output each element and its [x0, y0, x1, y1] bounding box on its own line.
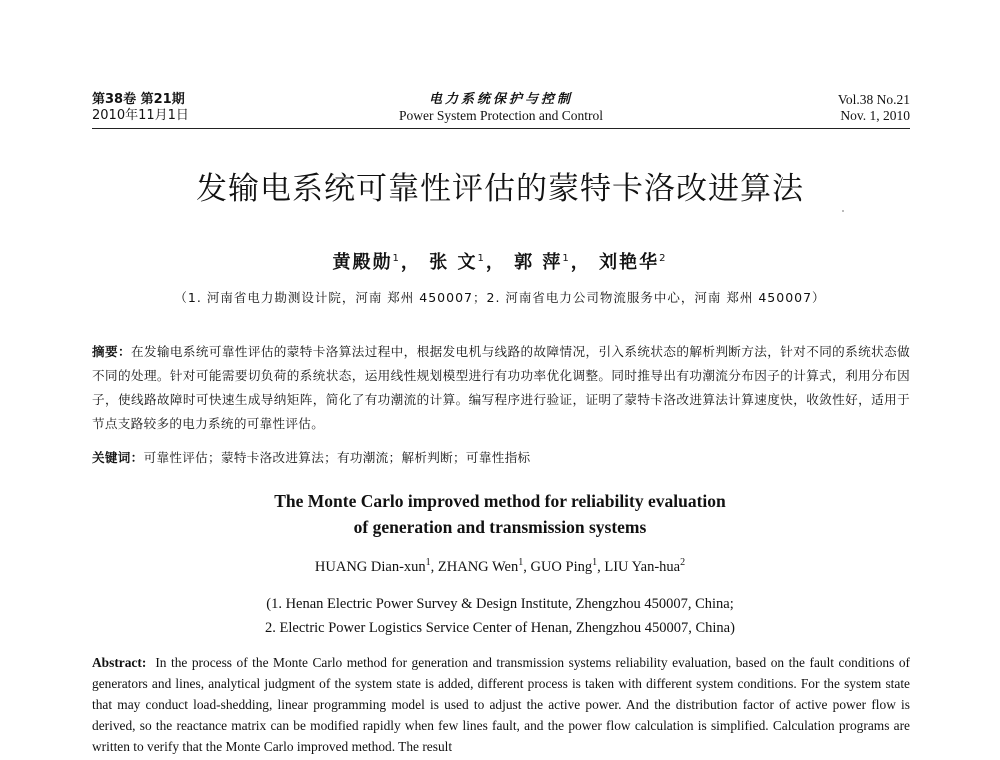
affiliation-en — [0, 592, 1000, 640]
abstract-en — [92, 652, 910, 757]
keywords-cn — [92, 448, 910, 468]
title-cn: 发输电系统可靠性评估的蒙特卡洛改进算法 — [196, 171, 804, 207]
authors-cn: 黄殿勋$^1$， 张 文$^1$， 郭 萍$^1$， 刘艳华$^2$ — [332, 252, 668, 273]
abstract-cn-label: 摘要： — [92, 344, 131, 359]
authors-en: HUANG Dian-xun$^1$, ZHANG Wen$^1$, GUO Ping$^1$, LIU Yan-hua$^2$ — [314, 557, 686, 575]
title-en — [0, 488, 1000, 540]
author-cn: 张 文 — [429, 252, 478, 273]
author-sup: 1 — [425, 557, 431, 568]
date-cn: 2010年11月1日 — [92, 108, 189, 123]
volume-issue-cn: 第38卷 第21期 — [92, 92, 185, 107]
author-en: GUO Ping — [530, 558, 593, 575]
volume-issue-en: Vol.38 No.21 — [837, 92, 910, 107]
author-sup: 1 — [518, 557, 524, 568]
abstract-cn-text: 在发输电系统可靠性评估的蒙特卡洛算法过程中，根据发电机与线路的故障情况，引入系统状态的解析判断方法，针对不同的系统状态做不同的处理。针对可能需要切负荷的系统状态，运用线性规划模型进行有功功率优化调整。同时推导出有功潮流分布因子的计算式，利用分布因子，使线路故障时可快速生成导纳矩阵，简化了有功潮流的计算。编写程序进行验证，证明了蒙特卡洛改进算法计算速度快，收敛性好，适用于节点支路较多的电力系统的可靠性评估。 — [92, 344, 911, 431]
affiliation-cn: （1. 河南省电力勘测设计院，河南 郑州 450007；2. 河南省电力公司物流服务中心，河南 郑州 450007） — [174, 290, 826, 305]
affiliation-en-line2: 2. Electric Power Logistics Service Center of Henan, Zhengzhou 450007, China) — [265, 620, 735, 636]
author-sup: 2 — [680, 557, 686, 568]
journal-name-cn: 电力系统保护与控制 — [428, 92, 573, 107]
abstract-en-label: Abstract: — [92, 655, 147, 670]
title-en-line2: of generation and transmission systems — [353, 517, 647, 537]
author-sup: 1 — [392, 253, 401, 264]
author-sup: 1 — [562, 253, 571, 264]
author-sup: 2 — [659, 253, 668, 264]
author-cn: 郭 萍 — [514, 252, 563, 273]
author-en: LIU Yan-hua — [604, 558, 681, 575]
keywords-cn-text: 可靠性评估；蒙特卡洛改进算法；有功潮流；解析判断；可靠性指标 — [143, 450, 531, 465]
date-en: Nov. 1, 2010 — [840, 108, 910, 123]
journal-name-en: Power System Protection and Control — [399, 108, 603, 123]
scan-speck — [842, 210, 844, 212]
abstract-cn — [92, 340, 910, 436]
abstract-en-text: In the process of the Monte Carlo method for generation and transmission systems reliability evaluation, based on the fault conditions of generators and lines, analytical judgment of the system state is added, different process is taken with different system conditions. For the system state that may conduct load-shedding, linear programming model is used to adjust the active power. And the distribution factor of active power flow is derived, so the reactance matrix can be modified rapidly when few lines fault, and the power flow calculation is simplified. Calculation programs are written to verify that the Monte Carlo improved method. The result — [92, 655, 910, 754]
header-rule — [92, 128, 910, 129]
affiliation-en-line1: (1. Henan Electric Power Survey & Design Institute, Zhengzhou 450007, China; — [266, 596, 734, 612]
header-right — [838, 92, 910, 124]
header-center — [92, 92, 910, 124]
running-header — [92, 92, 910, 132]
author-cn: 刘艳华 — [599, 252, 660, 273]
author-sup: 1 — [477, 253, 486, 264]
author-en: HUANG Dian-xun — [314, 558, 426, 575]
author-en: ZHANG Wen — [437, 558, 519, 575]
keywords-cn-label: 关键词： — [92, 450, 144, 465]
author-sup: 1 — [592, 557, 598, 568]
author-cn: 黄殿勋 — [332, 252, 393, 273]
title-en-line1: The Monte Carlo improved method for reliability evaluation — [274, 491, 726, 511]
